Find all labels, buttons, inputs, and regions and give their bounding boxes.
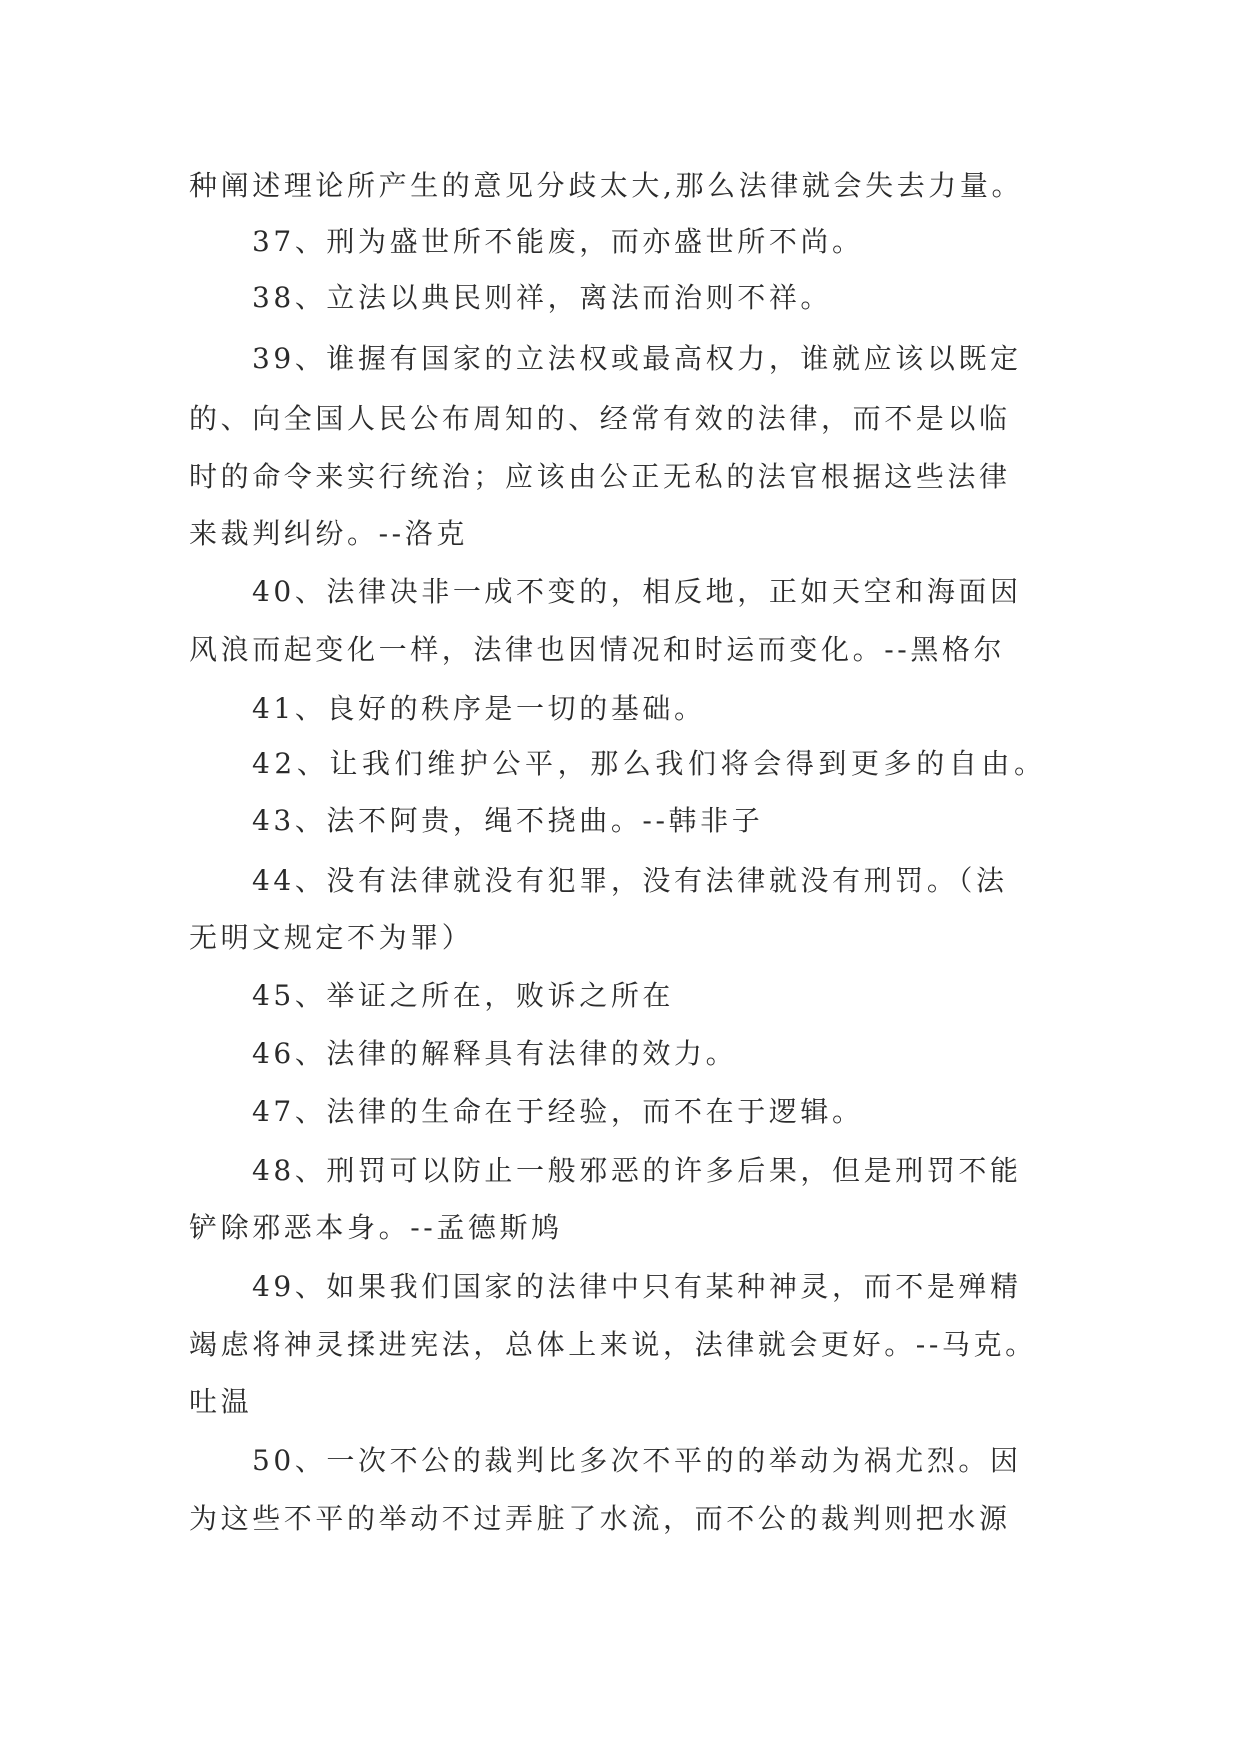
text-line: 49、如果我们国家的法律中只有某种神灵，而不是殚精 xyxy=(252,1270,1022,1303)
text-line: 48、刑罚可以防止一般邪恶的许多后果，但是刑罚不能 xyxy=(252,1154,1022,1187)
text-line: 无明文规定不为罪） xyxy=(189,921,474,954)
text-line: 38、立法以典民则祥，离法而治则不祥。 xyxy=(252,281,833,314)
text-line: 45、举证之所在，败诉之所在 xyxy=(252,979,675,1012)
text-line: 47、法律的生命在于经验，而不在于逻辑。 xyxy=(252,1095,864,1128)
text-line: 风浪而起变化一样，法律也因情况和时运而变化。--黑格尔 xyxy=(189,633,1006,666)
text-line: 43、法不阿贵，绳不挠曲。--韩非子 xyxy=(252,804,764,837)
text-line: 41、良好的秩序是一切的基础。 xyxy=(252,692,706,725)
text-line: 铲除邪恶本身。--孟德斯鸠 xyxy=(189,1211,563,1244)
text-line: 46、法律的解释具有法律的效力。 xyxy=(252,1037,738,1070)
text-line: 37、刑为盛世所不能废，而亦盛世所不尚。 xyxy=(252,225,864,258)
text-line: 42、让我们维护公平，那么我们将会得到更多的自由。 xyxy=(252,747,1047,780)
text-line: 的、向全国人民公布周知的、经常有效的法律，而不是以临 xyxy=(189,402,1011,435)
text-line: 44、没有法律就没有犯罪，没有法律就没有刑罚。（法 xyxy=(252,864,1008,897)
text-line: 40、法律决非一成不变的，相反地，正如天空和海面因 xyxy=(252,575,1022,608)
text-line: 吐温 xyxy=(189,1385,253,1418)
text-line: 种阐述理论所产生的意见分歧太大,那么法律就会失去力量。 xyxy=(189,169,1024,202)
text-line: 为这些不平的举动不过弄脏了水流，而不公的裁判则把水源 xyxy=(189,1502,1011,1535)
text-line: 竭虑将神灵揉进宪法，总体上来说，法律就会更好。--马克。 xyxy=(189,1328,1037,1361)
text-line: 来裁判纠纷。--洛克 xyxy=(189,517,468,550)
text-line: 时的命令来实行统治；应该由公正无私的法官根据这些法律 xyxy=(189,460,1011,493)
text-line: 39、谁握有国家的立法权或最高权力，谁就应该以既定 xyxy=(252,342,1022,375)
text-line: 50、一次不公的裁判比多次不平的的举动为祸尤烈。因 xyxy=(252,1444,1022,1477)
